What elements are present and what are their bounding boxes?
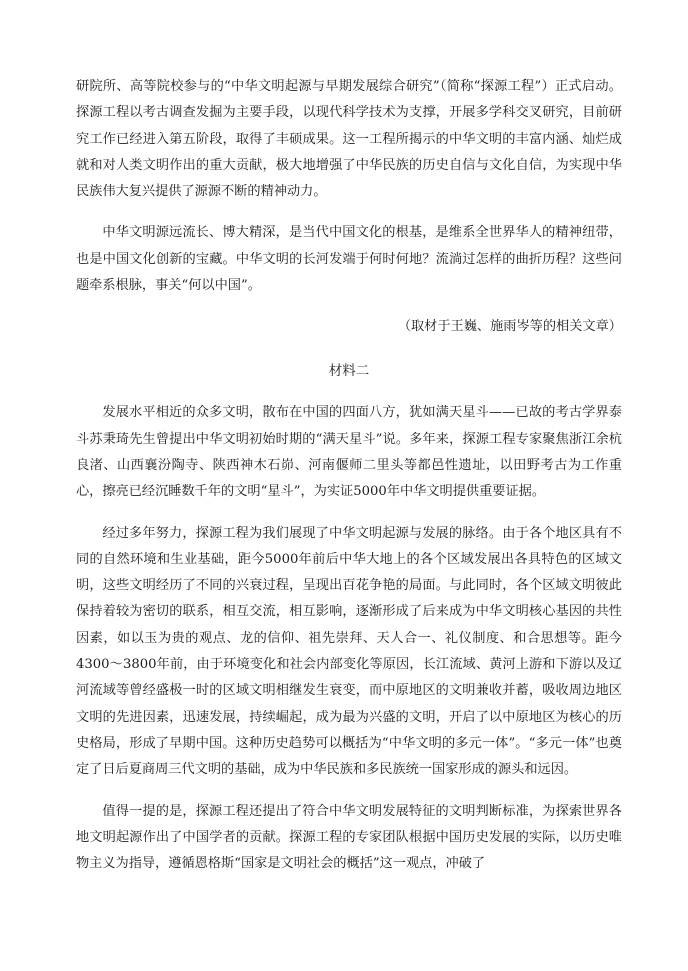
material-one-paragraph-1: 研院所、高等院校参与的“中华文明起源与早期发展综合研究”（简称“探源工程”）正式启动。探源工程以考古调查发掘为主要手段，以现代科学技术为支撑，开展多学科交叉研究，目前研究工作已经进入第五阶段，取得了丰硕成果。这一工程所揭示的中华文明的丰富内涵、灿烂成就和对人类文明作出的重大贡献，极大地增强了中华民族的历史自信与文化自信，为实现中华民族伟大复兴提供了源源不断的精神动力。 — [76, 79, 622, 200]
material-two-paragraph-3: 值得一提的是，探源工程还提出了符合中华文明发展特征的文明判断标准，为探索世界各地文明起源作出了中国学者的贡献。探源工程的专家团队根据中国历史发展的实际，以历史唯物主义为指导，遵循恩格斯“国家是文明社会的概括”这一观点，冲破了 — [76, 803, 622, 872]
section-heading-material-two: 材料二 — [328, 363, 370, 380]
material-two-paragraph-2: 经过多年努力，探源工程为我们展现了中华文明起源与发展的脉络。由于各个地区具有不同的自然环境和生业基础，距今5000年前后中华大地上的各个区域发展出各具特色的区域文明，这些文明经历了不同的兴衰过程，呈现出百花争艳的局面。与此同时，各个区域文明彼此保持着较为密切的联系，相互交流，相互影响，逐渐形成了后来成为中华文明核心基因的共性因素，如以玉为贵的观点、龙的信仰、祖先崇拜、天人合一、礼仪制度、和合思想等。距今4300～3800年前，由于环境变化和社会内部变化等原因，长江流域、黄河上游和下游以及辽河流域等曾经盛极一时的区域文明相继发生衰变，而中原地区的文明兼收并蓄，吸收周边地区文明的先进因素，迅速发展，持续崛起，成为最为兴盛的文明，开启了以中原地区为核心的历史格局，形成了早期中国。这种历史趋势可以概括为“中华文明的多元一体”。“多元一体”也奠定了日后夏商周三代文明的基础，成为中华民族和多民族统一国家形成的源头和远因。 — [76, 525, 622, 778]
material-one-paragraph-2: 中华文明源远流长、博大精深，是当代中国文化的根基，是维系全世界华人的精神纽带，也是中国文化创新的宝藏。中华文明的长河发端于何时何地？流淌过怎样的曲折历程？这些问题牵系根脉，事关“何以中国”。 — [76, 225, 622, 294]
source-citation: （取材于王巍、施雨岑等的相关文章） — [397, 319, 622, 335]
document-page — [76, 74, 622, 877]
material-two-paragraph-1: 发展水平相近的众多文明，散布在中国的四面八方，犹如满天星斗——已故的考古学界泰斗苏秉琦先生曾提出中华文明初始时期的“满天星斗”说。多年来，探源工程专家聚焦浙江余杭良渚、山西襄汾陶寺、陕西神木石峁、河南偃师二里头等都邑性遗址，以田野考古为工作重心，擦亮已经沉睡数千年的文明“星斗”，为实证5000年中华文明提供重要证据。 — [76, 405, 622, 500]
